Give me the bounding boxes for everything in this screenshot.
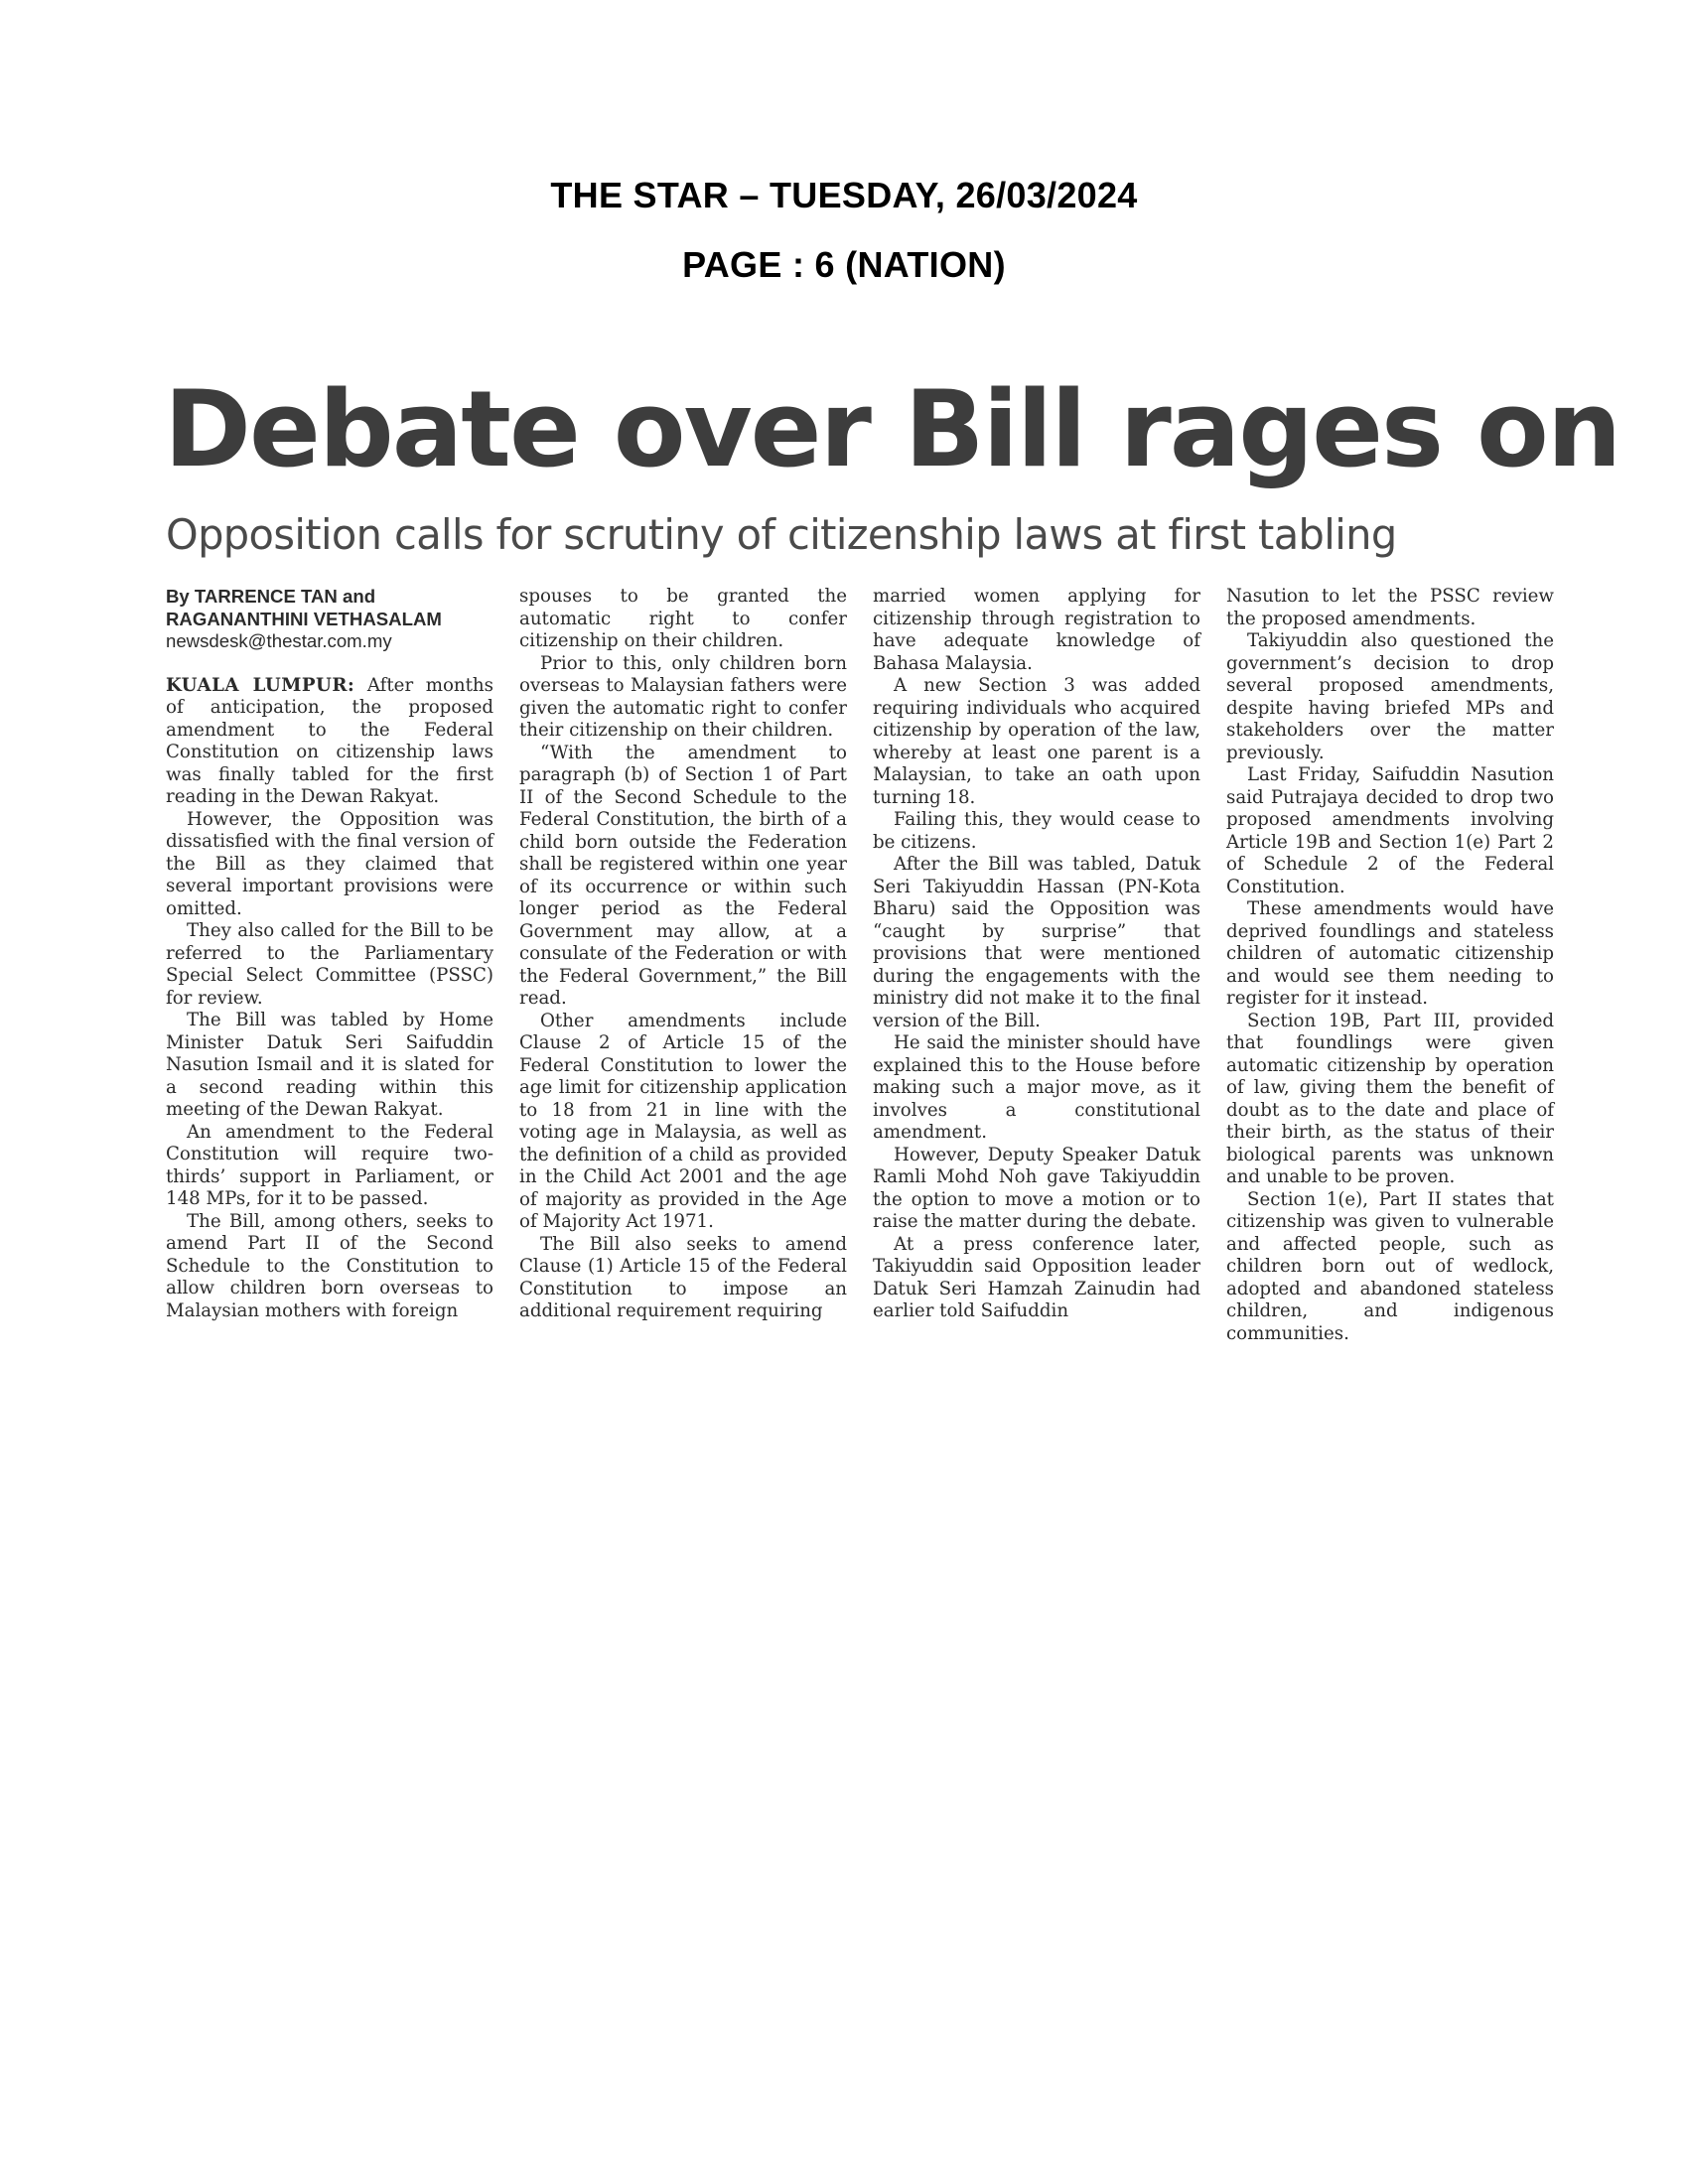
paragraph: Other amendments include Clause 2 of Article 15 of the Federal Constitution to lower the age limit for citizenship application to 18 from 21 in line with the voting age in Malaysia, as well as the definition of a child as provided in the Child Act 2001 and the age of majority as provided in the Age of Majority Act 1971. (519, 1010, 847, 1232)
paragraph: Nasution to let the PSSC review the proposed amendments. (1226, 586, 1554, 629)
paragraph: An amendment to the Federal Constitution will require two-thirds’ support in Parliament, or 148 MPs, for it to be passed. (166, 1121, 493, 1209)
paragraph: A new Section 3 was added requiring individuals who acquired citizenship by operation of the law, whereby at least one parent is a Malaysian, to take an oath upon turning 18. (873, 675, 1200, 808)
article-column-1 (166, 586, 493, 1345)
paragraph: However, Deputy Speaker Datuk Ramli Mohd Noh gave Takiyuddin the option to move a motion or to raise the matter during the debate. (873, 1144, 1200, 1232)
paragraph: Prior to this, only children born overseas to Malaysian fathers were given the automatic right to confer their citizenship on their children. (519, 652, 847, 741)
paragraph (166, 675, 493, 809)
dateline: KUALA LUMPUR: (166, 674, 355, 696)
article-subheadline: Opposition calls for scrutiny of citizenship laws at first tabling (166, 510, 1397, 559)
paragraph: “With the amendment to paragraph (b) of Section 1 of Part II of the Second Schedule to the Federal Constitution, the birth of a child born outside the Federation shall be registered within one year of its occurrence or within such longer period as the Federal Government may allow, at a consulate of the Federation or with the Federal Government,” the Bill read. (519, 742, 847, 1009)
paragraph: Last Friday, Saifuddin Nasution said Putrajaya decided to drop two proposed amendments involving Article 19B and Section 1(e) Part 2 of Schedule 2 of the Federal Constitution. (1226, 764, 1554, 897)
paragraph: Section 19B, Part III, provided that foundlings were given automatic citizenship by operation of law, giving them the benefit of doubt as to the date and place of their birth, as the status of their biological parents was unknown and unable to be proven. (1226, 1010, 1554, 1187)
paragraph: The Bill also seeks to amend Clause (1) Article 15 of the Federal Constitution to impose an additional requirement requiring (519, 1233, 847, 1321)
paragraph: spouses to be granted the automatic right to confer citizenship on their children. (519, 586, 847, 651)
byline-line-2: RAGANANTHINI VETHASALAM (166, 608, 442, 629)
paragraph: They also called for the Bill to be referred to the Parliamentary Special Select Committee (PSSC) for review. (166, 920, 493, 1009)
paragraph-text: After months of anticipation, the proposed amendment to the Federal Constitution on citizenship laws was finally tabled for the first reading in the Dewan Rakyat. (166, 674, 493, 807)
article-column-4 (1226, 586, 1554, 1345)
byline-line-1: By TARRENCE TAN and (166, 586, 376, 607)
paragraph: He said the minister should have explained this to the House before making such a major move, as it involves a constitutional amendment. (873, 1032, 1200, 1143)
paragraph: After the Bill was tabled, Datuk Seri Takiyuddin Hassan (PN-Kota Bharu) said the Opposition was “caught by surprise” that provisions that were mentioned during the engagements with the ministry did not make it to the final version of the Bill. (873, 854, 1200, 1031)
paragraph: However, the Opposition was dissatisfied with the final version of the Bill as they claimed that several important provisions were omitted. (166, 808, 493, 919)
article-body (166, 586, 1554, 1345)
paragraph: The Bill, among others, seeks to amend Part II of the Second Schedule to the Constitution to allow children born overseas to Malaysian mothers with foreign (166, 1210, 493, 1321)
source-line-page: PAGE : 6 (NATION) (682, 244, 1006, 285)
article-headline: Debate over Bill rages on (164, 368, 1620, 490)
article-column-2 (519, 586, 847, 1345)
article-column-3 (873, 586, 1200, 1345)
paragraph: The Bill was tabled by Home Minister Datuk Seri Saifuddin Nasution Ismail and it is slated for a second reading within this meeting of the Dewan Rakyat. (166, 1010, 493, 1120)
paragraph: Failing this, they would cease to be citizens. (873, 809, 1200, 853)
paragraph: These amendments would have deprived foundlings and stateless children of automatic citizenship and would see them needing to register for it instead. (1226, 898, 1554, 1009)
byline-email: newsdesk@thestar.com.my (166, 630, 392, 651)
source-line-publication-date: THE STAR – TUESDAY, 26/03/2024 (550, 175, 1138, 215)
paragraph: married women applying for citizenship through registration to have adequate knowledge of Bahasa Malaysia. (873, 586, 1200, 674)
paragraph: At a press conference later, Takiyuddin said Opposition leader Datuk Seri Hamzah Zainudin had earlier told Saifuddin (873, 1233, 1200, 1321)
paragraph: Section 1(e), Part II states that citizenship was given to vulnerable and affected people, such as children born out of wedlock, adopted and abandoned stateless children, and indigenous communities. (1226, 1188, 1554, 1344)
paragraph: Takiyuddin also questioned the government’s decision to drop several proposed amendments, despite having briefed MPs and stakeholders over the matter previously. (1226, 630, 1554, 763)
